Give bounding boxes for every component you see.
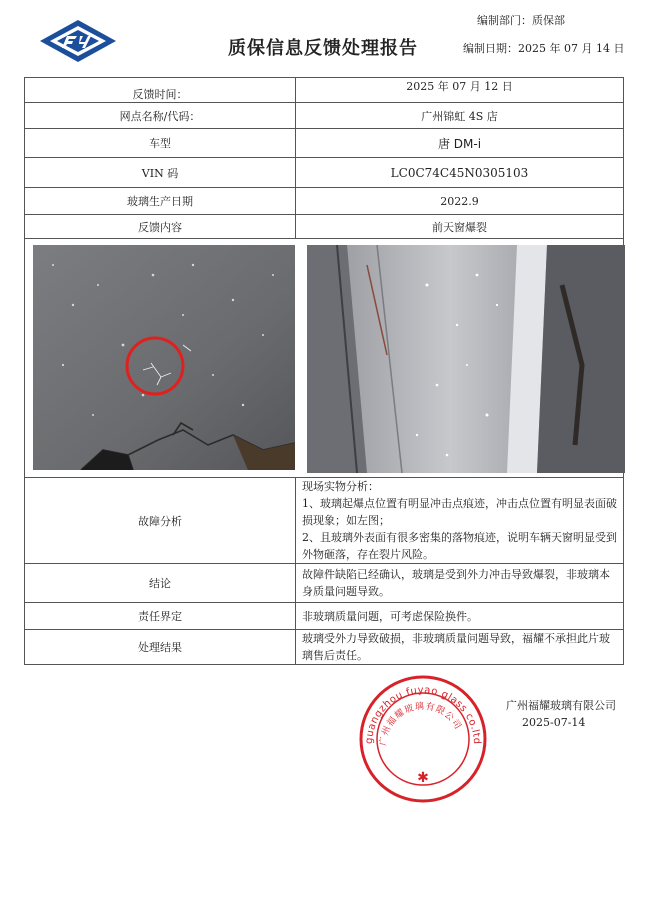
row-label: 责任界定	[25, 603, 296, 630]
seal-star-icon: ✱	[417, 770, 429, 786]
conclusion-row	[25, 564, 624, 603]
table-row	[25, 215, 624, 239]
photo-row	[25, 239, 624, 478]
department-line: 编制部门：质保部	[477, 14, 565, 27]
table-row	[25, 188, 624, 215]
analysis-line: 现场实物分析：	[302, 480, 379, 493]
seal-outer-text: guangzhou fuyao glass co.ltd	[363, 684, 483, 745]
row-value: 广州锦虹 4S 店	[296, 103, 624, 129]
row-label: 故障分析	[25, 478, 296, 564]
row-label: 反馈时间：	[25, 78, 296, 103]
table-row	[25, 129, 624, 158]
fuyao-logo	[38, 18, 118, 64]
row-value: 前天窗爆裂	[296, 215, 624, 239]
photo-cell	[25, 239, 624, 478]
responsibility-row	[25, 603, 624, 630]
report-title: 质保信息反馈处理报告	[228, 38, 418, 59]
result-text: 玻璃受外力导致破损，非玻璃质量问题导致，福耀不承担此片玻璃售后责任。	[296, 630, 624, 665]
analysis-row	[25, 478, 624, 564]
impact-point-photo	[33, 245, 295, 470]
analysis-content	[296, 478, 624, 564]
row-label: 玻璃生产日期	[25, 188, 296, 215]
report-date: 编制日期：2025 年 07 月 14 日	[463, 42, 625, 55]
row-label: 反馈内容	[25, 215, 296, 239]
table-row	[25, 78, 624, 103]
row-label: 处理结果	[25, 630, 296, 665]
row-value: 2022.9	[296, 188, 624, 215]
row-value: LC0C74C45N0305103	[296, 158, 624, 188]
row-label: 结论	[25, 564, 296, 603]
row-label: 车型	[25, 129, 296, 158]
seal-inner-text: 广州福耀玻璃有限公司	[378, 701, 463, 747]
company-seal	[358, 674, 488, 804]
analysis-line: 1、玻璃起爆点位置有明显冲击点痕迹，冲击点位置有明显表面破损现象；如左图；	[302, 497, 617, 527]
report-table	[24, 77, 624, 665]
table-row	[25, 158, 624, 188]
row-label: 网点名称/代码：	[25, 103, 296, 129]
row-value: 唐 DM-i	[296, 129, 624, 158]
row-value: 2025 年 07 月 12 日	[296, 78, 624, 103]
analysis-line: 2、且玻璃外表面有很多密集的落物痕迹，说明车辆天窗明显受到外物砸落，存在裂片风险。	[302, 531, 617, 561]
signature-date: 2025-07-14	[522, 716, 586, 729]
conclusion-text: 故障件缺陷已经确认，玻璃是受到外力冲击导致爆裂，非玻璃本身质量问题导致。	[296, 564, 624, 603]
responsibility-text: 非玻璃质量问题，可考虑保险换件。	[296, 603, 624, 630]
table-row	[25, 103, 624, 129]
company-name: 广州福耀玻璃有限公司	[506, 699, 616, 712]
sunroof-photo	[307, 245, 625, 473]
result-row	[25, 630, 624, 665]
row-label: VIN 码	[25, 158, 296, 188]
